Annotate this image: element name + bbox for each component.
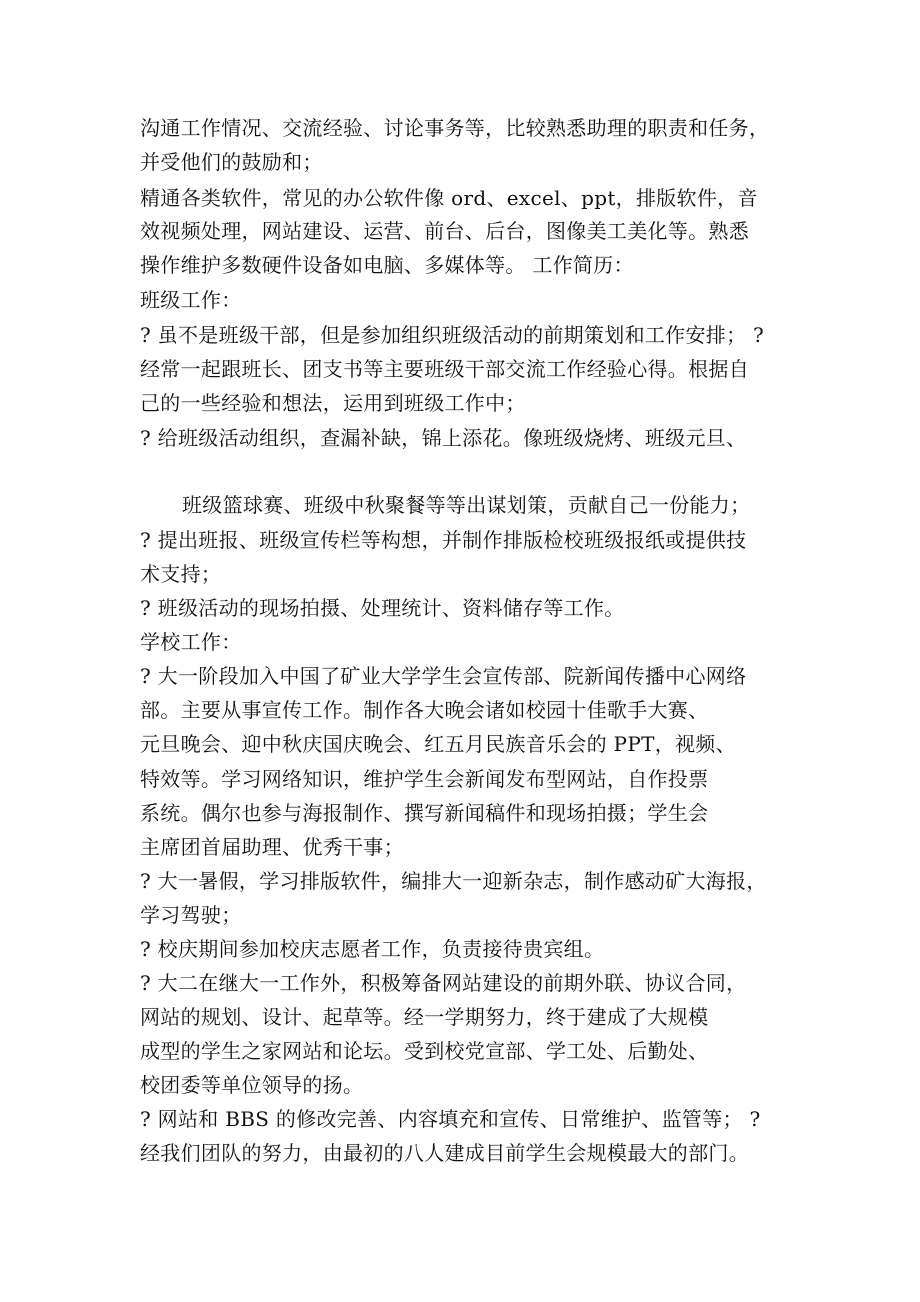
- text-line: ? 校庆期间参加校庆志愿者工作，负责接待贵宾组。: [140, 937, 605, 961]
- text-line: 操作维护多数硬件设备如电脑、多媒体等。 工作简历：: [140, 253, 634, 277]
- text-line: 元旦晚会、迎中秋庆国庆晚会、红五月民族音乐会的 PPT，视频、: [140, 732, 736, 756]
- text-line: 沟通工作情况、交流经验、讨论事务等，比较熟悉助理的职责和任务，: [140, 116, 770, 140]
- section-heading-school-work: 学校工作：: [140, 630, 242, 654]
- text-line: 术支持；: [140, 562, 222, 586]
- text-line: ? 提出班报、班级宣传栏等构想，并制作排版检校班级报纸或提供技: [140, 528, 747, 552]
- text-line: 并受他们的鼓励和；: [140, 150, 323, 174]
- text-line: 己的一些经验和想法，运用到班级工作中；: [140, 391, 526, 415]
- text-line: ? 班级活动的现场拍摄、处理统计、资料储存等工作。: [140, 596, 625, 620]
- text-line: 班级篮球赛、班级中秋聚餐等等出谋划策，贡献自己一份能力；: [182, 493, 751, 517]
- text-line: ? 虽不是班级干部，但是参加组织班级活动的前期策划和工作安排； ?: [140, 323, 765, 347]
- text-line: 主席团首届助理、优秀干事；: [140, 835, 404, 859]
- text-line: 部。主要从事宣传工作。制作各大晚会诸如校园十佳歌手大赛、: [140, 698, 709, 722]
- text-line: 成型的学生之家网站和论坛。受到校党宣部、学工处、后勤处、: [140, 1039, 709, 1063]
- text-line: ? 给班级活动组织，查漏补缺，锦上添花。像班级烧烤、班级元旦、: [140, 426, 747, 450]
- text-line: ? 大二在继大一工作外，积极筹备网站建设的前期外联、协议合同，: [140, 971, 747, 995]
- text-line: ? 大一阶段加入中国了矿业大学学生会宣传部、院新闻传播中心网络: [140, 664, 747, 688]
- text-line: 校团委等单位领导的扬。: [140, 1073, 364, 1097]
- text-line: ? 大一暑假，学习排版软件，编排大一迎新杂志，制作感动矿大海报，: [140, 869, 767, 893]
- text-line: 特效等。学习网络知识，维护学生会新闻发布型网站，自作投票: [140, 767, 709, 791]
- text-line: 经我们团队的努力，由最初的八人建成目前学生会规模最大的部门。: [140, 1141, 749, 1165]
- section-heading-class-work: 班级工作：: [140, 288, 242, 312]
- text-line: 系统。偶尔也参与海报制作、撰写新闻稿件和现场拍摄；学生会: [140, 801, 709, 825]
- text-line: 学习驾驶；: [140, 903, 242, 927]
- text-line: 网站的规划、设计、起草等。经一学期努力，终于建成了大规模: [140, 1005, 709, 1029]
- text-line: 效视频处理，网站建设、运营、前台、后台，图像美工美化等。熟悉: [140, 219, 749, 243]
- text-line: 经常一起跟班长、团支书等主要班级干部交流工作经验心得。根据自: [140, 357, 749, 381]
- text-line: ? 网站和 BBS 的修改完善、内容填充和宣传、日常维护、监管等； ?: [140, 1107, 761, 1131]
- text-line: 精通各类软件，常见的办公软件像 ord、excel、ppt，排版软件，音: [140, 186, 758, 210]
